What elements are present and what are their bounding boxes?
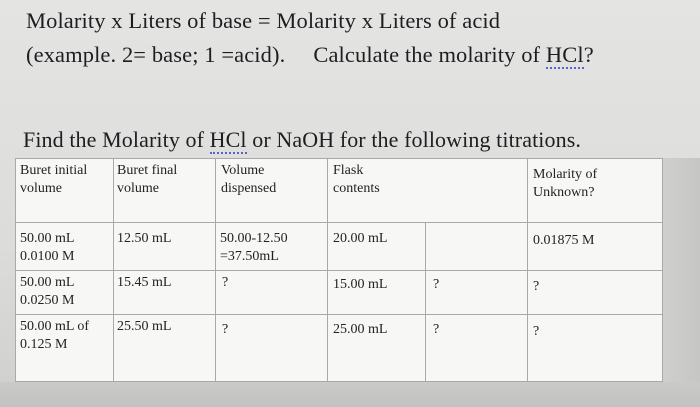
table-row-1-volume-dispensed: [220, 230, 288, 266]
header-flask-contents: [333, 162, 380, 198]
table-row-3-buret-initial: [20, 318, 89, 354]
hcl-term: HCl: [545, 42, 584, 67]
header-text: Buret final: [117, 163, 178, 178]
page-shadow-bottom: [0, 382, 700, 407]
task-text-end: or NaOH for the following titrations.: [246, 127, 581, 152]
column-divider: [113, 158, 114, 382]
task-text-start: Find the Molarity of: [23, 127, 210, 152]
cell-text: 50.00-12.50: [220, 231, 288, 246]
table-row-3-molarity: ?: [533, 324, 540, 339]
table-border-right: [662, 158, 663, 382]
column-divider: [425, 222, 426, 382]
header-text: Buret initial: [20, 163, 88, 178]
header-text: Flask: [333, 163, 364, 178]
header-text: volume: [20, 181, 62, 196]
header-text: Unknown?: [533, 185, 595, 200]
example-text: (example. 2= base; 1 =acid).: [26, 42, 286, 67]
header-volume-dispensed: [221, 162, 276, 198]
header-buret-final: [117, 162, 177, 198]
header-text: contents: [333, 181, 380, 196]
table-row-1-buret-initial: [20, 230, 74, 266]
column-divider: [15, 158, 16, 382]
column-divider: [327, 158, 328, 382]
header-text: Volume: [221, 163, 265, 178]
cell-text: 50.00 mL: [20, 231, 75, 246]
hcl-term-2: HCl: [209, 127, 247, 152]
header-text: volume: [117, 181, 159, 196]
header-buret-initial: [20, 162, 87, 198]
table-row-2-molarity: ?: [533, 279, 540, 294]
equation-line: [26, 8, 500, 34]
table-row-1-buret-final: 12.50 mL: [117, 231, 172, 246]
header-text: dispensed: [221, 181, 277, 196]
titration-table: [15, 158, 663, 382]
header-text: Molarity of: [533, 167, 598, 182]
table-row-2-volume-dispensed: ?: [222, 275, 229, 290]
table-row-3-extra: ?: [433, 322, 440, 337]
task-line: [23, 127, 581, 153]
table-row-2-flask-contents: 15.00 mL: [333, 277, 388, 292]
cell-text: 50.00 mL: [20, 275, 75, 290]
example-line: [26, 42, 594, 68]
equation-text: Molarity x Liters of base = Molarity x Liters of acid: [26, 8, 501, 33]
cell-text: 0.125 M: [20, 337, 68, 352]
question-text: Calculate the molarity of: [313, 42, 546, 67]
cell-text: 50.00 mL of: [20, 319, 90, 334]
cell-text: 0.0250 M: [20, 293, 75, 308]
cell-text: =37.50mL: [220, 249, 279, 264]
table-row-3-buret-final: 25.50 mL: [117, 319, 172, 334]
question-mark: ?: [583, 42, 594, 67]
page-shadow-right: [663, 158, 700, 407]
cell-text: 0.0100 M: [20, 249, 75, 264]
column-divider: [215, 158, 216, 382]
table-row-1-flask-contents: 20.00 mL: [333, 231, 388, 246]
table-row-3-volume-dispensed: ?: [222, 322, 229, 337]
table-row-3-flask-contents: 25.00 mL: [333, 322, 388, 337]
table-row-2-buret-final: 15.45 mL: [117, 275, 172, 290]
table-row-2-extra: ?: [433, 277, 440, 292]
header-molarity-unknown: [533, 166, 597, 202]
table-row-2-buret-initial: [20, 274, 74, 310]
column-divider: [527, 158, 528, 382]
table-row-1-molarity: 0.01875 M: [533, 233, 595, 248]
